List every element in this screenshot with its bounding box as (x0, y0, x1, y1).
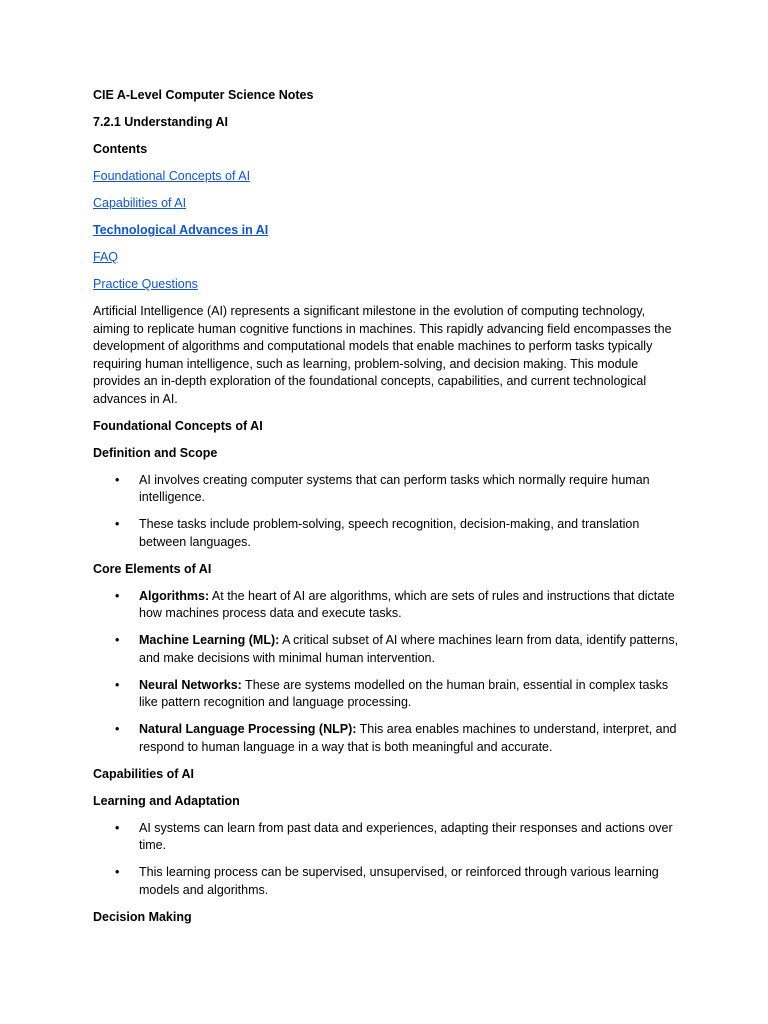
toc-entry (93, 249, 683, 267)
bullet-icon: • (115, 865, 120, 879)
list-item-text: AI systems can learn from past data and experiences, adapting their responses and actions over time. (139, 820, 673, 852)
bullet-icon: • (115, 722, 120, 736)
term-description: This area enables machines to understand, interpret, and respond to human language in a way that is both meaningful and accurate. (139, 722, 677, 754)
decision-making-subheading: Decision Making (93, 909, 192, 924)
list-item (93, 588, 683, 623)
toc-link-faq[interactable]: FAQ (93, 250, 119, 264)
core-elements-subheading: Core Elements of AI (93, 561, 212, 576)
bullet-icon: • (115, 633, 120, 647)
bullet-icon: • (115, 677, 120, 692)
toc-entry (93, 168, 683, 186)
bullet-icon: • (115, 517, 120, 531)
bullet-icon: • (115, 588, 120, 603)
list-item (93, 632, 683, 667)
contents-heading: Contents (93, 142, 148, 156)
term-label: Natural Language Processing (NLP): (139, 722, 357, 736)
list-item (93, 721, 683, 756)
term-description: A critical subset of AI where machines learn from data, identify patterns, and make decisions with minimal human intervention. (139, 633, 679, 665)
term-description: At the heart of AI are algorithms, which are sets of rules and instructions that dictate how machines process data and execute tasks. (139, 588, 675, 620)
document-title: CIE A-Level Computer Science Notes (93, 88, 314, 102)
learning-subheading: Learning and Adaptation (93, 793, 240, 808)
toc-link-capabilities[interactable]: Capabilities of AI (93, 196, 187, 210)
toc-entry (93, 195, 683, 213)
term-label: Algorithms: (139, 588, 210, 603)
term-description: These are systems modelled on the human brain, essential in complex tasks like pattern recognition and language processing. (139, 677, 669, 709)
term-label: Machine Learning (ML): (139, 633, 280, 647)
learning-list (93, 820, 683, 900)
list-item (93, 472, 683, 507)
section-title: 7.2.1 Understanding AI (93, 115, 228, 129)
term-label: Neural Networks: (139, 677, 242, 692)
list-item-text: These tasks include problem-solving, speech recognition, decision-making, and translation between languages. (139, 517, 640, 549)
bullet-icon: • (115, 820, 120, 835)
toc-link-foundational-concepts[interactable]: Foundational Concepts of AI (93, 169, 251, 183)
document-page (93, 87, 683, 936)
intro-paragraph: Artificial Intelligence (AI) represents a significant milestone in the evolution of computing technology, aiming to replicate human cognitive functions in machines. This rapidly advancing field encompasses the development of algorithms and computational models that enable machines to perform tasks typically requiring human intelligence, such as learning, problem-solving, and decision making. This module provides an in-depth exploration of the foundational concepts, capabilities, and current technological advances in AI. (93, 304, 672, 406)
list-item-text: This learning process can be supervised, unsupervised, or reinforced through various learning models and algorithms. (139, 865, 659, 897)
toc-entry (93, 222, 683, 240)
toc-link-technological-advances[interactable]: Technological Advances in AI (93, 223, 269, 237)
list-item (93, 864, 683, 899)
list-item (93, 820, 683, 855)
list-item (93, 516, 683, 551)
toc-link-practice-questions[interactable]: Practice Questions (93, 277, 198, 291)
list-item-text: AI involves creating computer systems that can perform tasks which normally require human intelligence. (139, 472, 650, 504)
definition-subheading: Definition and Scope (93, 445, 218, 460)
foundational-heading: Foundational Concepts of AI (93, 418, 263, 433)
bullet-icon: • (115, 472, 120, 487)
definition-list (93, 472, 683, 552)
list-item (93, 677, 683, 712)
toc-entry (93, 276, 683, 294)
capabilities-heading: Capabilities of AI (93, 766, 194, 781)
core-elements-list (93, 588, 683, 757)
